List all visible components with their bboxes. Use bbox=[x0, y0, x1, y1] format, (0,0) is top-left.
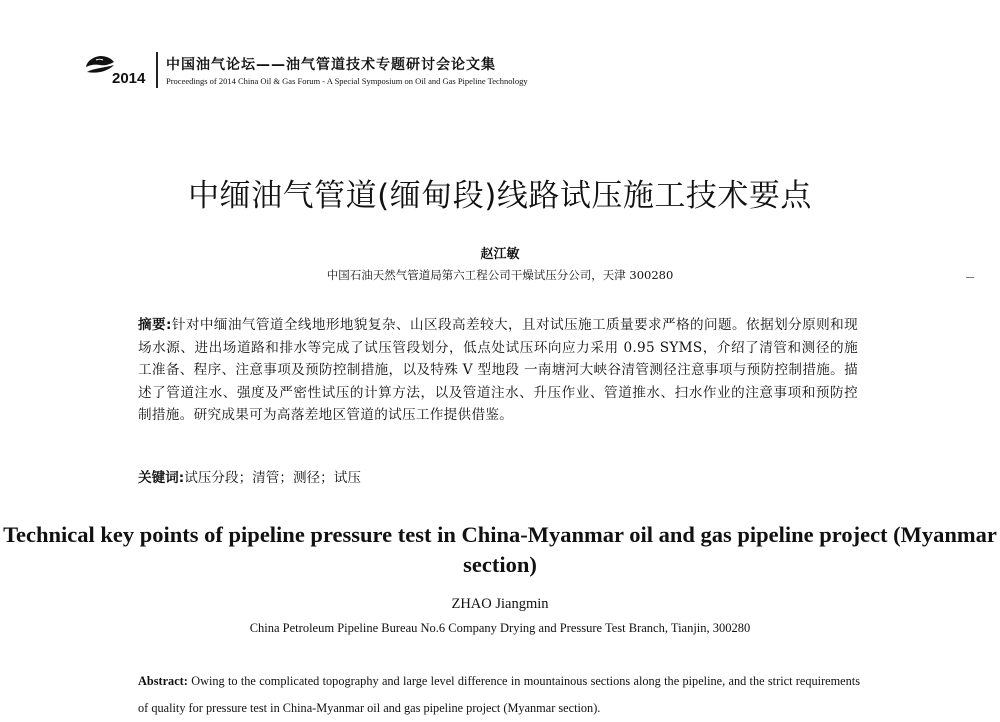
header-divider bbox=[156, 52, 158, 88]
paper-title-en: Technical key points of pipeline pressure test in China-Myanmar oil and gas pipeline project (Myanmar section) bbox=[3, 522, 997, 577]
proceedings-series-cn: 中国油气论坛——油气管道技术专题研讨会论文集 bbox=[166, 57, 496, 73]
proceedings-header bbox=[84, 52, 604, 92]
abstract-en bbox=[138, 668, 860, 722]
keywords-label-cn: 关键词: bbox=[138, 470, 185, 486]
author-affiliation-en: China Petroleum Pipeline Bureau No.6 Company Drying and Pressure Test Branch, Tianjin, 300280 bbox=[249, 621, 751, 635]
abstract-label-en: Abstract: bbox=[138, 674, 188, 688]
abstract-cn bbox=[138, 314, 858, 427]
proceedings-series-en: Proceedings of 2014 China Oil & Gas Forum - A Special Symposium on Oil and Gas Pipeline Technology bbox=[166, 76, 528, 86]
abstract-text-cn: 针对中缅油气管道全线地形地貌复杂、山区段高差较大，且对试压施工质量要求严格的问题。依据划分原则和现场水源、进出场道路和排水等完成了试压管段划分，低点处试压环向应力采用 0.95 SYMS，介绍了清管和测径的施工准备、程序、注意事项及预防控制措施，以及特殊 V 型地段 一南塘河大峡谷清管测径注意事项与预防控制措施。描述了管道注水、强度及严密性试压的计算方法，以及管道注水、升压作业、管道推水、扫水作业的注意事项和预防控制措施。研究成果可为高落差地区管道的试压工作提供借鉴。 bbox=[138, 317, 858, 423]
keywords-cn bbox=[138, 468, 858, 488]
keywords-text-cn: 试压分段；清管；测径；试压 bbox=[184, 470, 361, 486]
author-affiliation-cn: 中国石油天然气管道局第六工程公司干燥试压分公司，天津 300280 bbox=[326, 268, 674, 282]
abstract-text-en: Owing to the complicated topography and large level difference in mountainous sections along the pipeline, and the strict requirements of quality for pressure test in China-Myanmar oil and gas pipeline project (Myanmar section). bbox=[138, 674, 860, 715]
author-name-cn: 赵江敏 bbox=[480, 247, 520, 262]
proceedings-year: 2014 bbox=[112, 70, 146, 87]
abstract-label-cn: 摘要: bbox=[138, 317, 172, 333]
author-name-en: ZHAO Jiangmin bbox=[451, 596, 549, 612]
paper-title-cn: 中缅油气管道(缅甸段)线路试压施工技术要点 bbox=[188, 178, 812, 214]
margin-mark bbox=[966, 277, 974, 278]
